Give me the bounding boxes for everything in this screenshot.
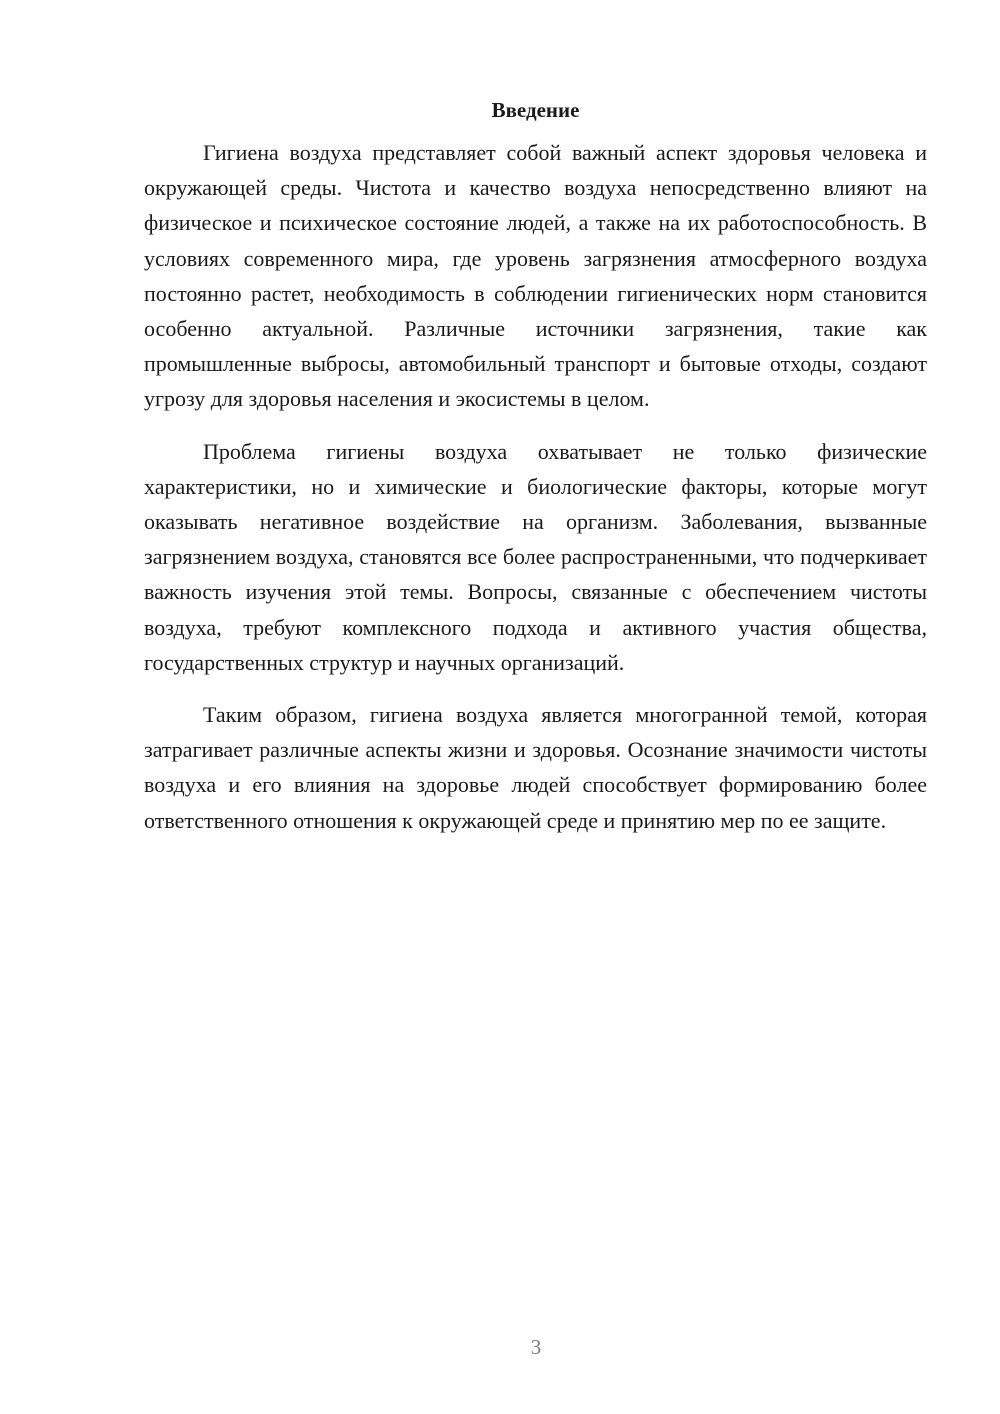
page-content: [144, 95, 927, 855]
paragraph: Гигиена воздуха представляет собой важный аспект здоровья человека и окружающей среды. Чистота и качество воздуха непосредственно влияют на физическое и психическое состояние людей, а также на их работоспособность. В условиях современного мира, где уровень загрязнения атмосферного воздуха постоянно растет, необходимость в соблюдении гигиенических норм становится особенно актуальной. Различные источники загрязнения, такие как промышленные выбросы, автомобильный транспорт и бытовые отходы, создают угрозу для здоровья населения и экосистемы в целом.: [144, 140, 927, 412]
paragraph: Проблема гигиены воздуха охватывает не только физические характеристики, но и химические и биологические факторы, которые могут оказывать негативное воздействие на организм. Заболевания, вызванные загрязнением воздуха, становятся все более распространенными, что подчеркивает важность изучения этой темы. Вопросы, связанные с обеспечением чистоты воздуха, требуют комплексного подхода и активного участия общества, государственных структур и научных организаций.: [144, 438, 927, 675]
section-heading: Введение: [491, 98, 580, 122]
paragraph: Таким образом, гигиена воздуха является многогранной темой, которая затрагивает различные аспекты жизни и здоровья. Осознание значимости чистоты воздуха и его влияния на здоровье людей способствует формированию более ответственного отношения к окружающей среде и принятию мер по ее защите.: [144, 702, 927, 833]
page-number: 3: [530, 1335, 542, 1359]
